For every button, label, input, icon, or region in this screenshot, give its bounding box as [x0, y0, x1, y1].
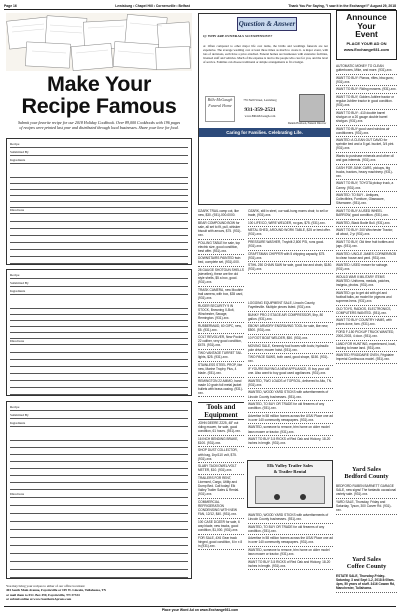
classified-column-3c — [336, 573, 397, 605]
announce-event-ad[interactable] — [336, 10, 397, 60]
question-answer-ad — [198, 13, 331, 205]
recipe-field[interactable]: Recipe — [10, 273, 188, 279]
classified-ad: OLD TOYS, RADIOS, ELECTRONICS, COMPUTERS WANTED. (931)-xxx. — [336, 306, 397, 318]
qa-title: Question & Answer — [237, 17, 297, 31]
classified-ad: WANTED: USED mower for salvage. (931)-xxx. — [336, 262, 397, 274]
qa-answer: A: Often compared to other major life cost items, the births and weddings funerals are not expensive. The average wedding cost at least three times as much to create it. A major event, with lots of decisions, each have a price attached. Funeral homes are businesses with extensive facilities, licensed staff and vehicles. Much of the expense is tied to the people who care for you, and the level of service. Families can choose traditional or simple arrangements to fit a budget. — [203, 44, 328, 64]
classified-ad: WANTED, TWO LOADS of TOPSOIL, delivered to Alto, TN. (931)-xxx. — [248, 378, 333, 390]
classified-ad: CRAFTSMAN CHIPPER with 5 chipping capacity, $75. (931)-xxx. — [248, 251, 333, 263]
classified-ad: PRESSURE WASHER, Troybilt 2,800 PSI, runs good. (931)-xxx. — [248, 239, 333, 251]
recipe-headline-line2: Recipe Famous — [21, 94, 177, 118]
recipe-headline-line1: Make Your — [46, 72, 152, 96]
classified-ad: 100 CASE DOZER for sale, 6 way blade, new tracks, good condition, $1,000. (931)-xxx. — [198, 519, 244, 535]
classified-ad: WANTED, TO BUY OR TRADE for old firearms of any condition. (931)-xxx. — [248, 401, 333, 413]
classified-ad: BUNKY PRO 2 STAGE AIR COMPRESSOR, 5hp, 80 gallon. (931)-xxx. — [248, 312, 333, 324]
classified-ad: POLLING TABLE for sale, top electric size, good condition, best offer. (931)-xxx. — [198, 240, 244, 256]
classified-column-3b — [336, 483, 397, 553]
classified-ad: WANT TO BUY, TOYOTA pickup truck, a Camry. (931)-xxx. — [336, 180, 397, 192]
ingredients-field[interactable]: Ingredients — [10, 158, 188, 164]
classified-ad: WANT TO BUY, Old time fruit bottles and jugs. (931)-xxx. — [336, 239, 397, 251]
classified-ad: COLT REVOLVER, New Pocket 22 caliber, very good condition, $475. (931)-xxx. — [198, 334, 244, 350]
classified-ad: LAND FOR HUNTING, experienced, local, looking to lease land. (931)-xxx. — [336, 341, 397, 353]
funeral-home-logo: Bills-McGaugh Funeral Home — [205, 96, 235, 122]
submission-line: You may bring your recipes to either of our office locations: — [6, 584, 86, 588]
header-tagline: Thank You For Saying, "I saw it in the Exchange!!" August 29, 2018 — [288, 4, 396, 8]
announce-line: Announce — [346, 12, 387, 22]
recipe-cards-illustration — [6, 13, 192, 71]
classified-ad: WANTED, WOOD YARD STICKS with advertisements of Lincoln County businesses. (931)-xxx. — [248, 512, 333, 524]
classified-ad: WANTED: UNCLE JAMES CORNER/BOB to clean house and yard. (931)-xxx. — [336, 251, 397, 263]
trailer-subtitle: & Trailer Rental — [273, 468, 307, 474]
classified-ad: Advertise in 58 million homes across the USA! Place one ad in over 140 community newspapers. (931)-xxx. — [248, 535, 333, 547]
classified-ad: IF YOU'RE BUYING A NEW APPLIANCE, I'll buy your old one. Also want to buy good used appliances. (931)-xxx. — [248, 366, 333, 378]
classified-ad: WANT TO BUY, Golden Jubilee tractor or regular Jubilee tractor in good condition. (931)-xxx. — [336, 94, 397, 110]
directions-field[interactable]: Directions — [10, 208, 188, 214]
classified-ad: DOWNSTAIRS PAINTED twin bed, complete set, (931)-000. — [198, 255, 244, 267]
classified-ad: 10 FOOT BOAT WELDER, $50. (931)-xxx. — [248, 335, 333, 343]
qa-address: 755 Nelll Street, Lewisburg — [243, 98, 277, 102]
classified-ad: WANTED: A CLEAN OUT DAVID for sprinkle bed and a 5 gal. bucket, 3/4 pint. (931)-xxx. — [336, 137, 397, 153]
classified-ad: WANT TO BUY: .410 double barrel shotgun or a 20 gauge double barrel shotgun. (931)-xxx. — [336, 110, 397, 126]
classified-column-1b — [198, 420, 244, 605]
recipe-form-3[interactable] — [6, 401, 192, 579]
recipe-field[interactable]: Recipe — [10, 142, 188, 148]
announce-line: Event — [355, 29, 378, 39]
classified-ad: WANTED, Black Bodie Bull. (931)-xxx. — [336, 220, 397, 228]
classified-ad: REMINGTON 22 AMMO, hand made 10 grain full metal jacket bullets with brass casing. (931)-xxx. — [198, 378, 244, 398]
classified-ad: RUGER SECURITY 9 IN STOCK, Browning X-Bolt, Winchester, Savage, Remington. (931)-xxx. — [198, 303, 244, 323]
classified-ad: MOVING SALE, Kennedy tool boxes with tools; hydraulic pole driver; mower hoist. (931)-xxx. — [248, 343, 333, 355]
yard-sales-coffee-heading — [336, 556, 397, 570]
classified-ad: WANTED, TO BUY OR TRADE for old firearms of any condition. (931)-xxx. — [248, 524, 333, 536]
classified-ad: RUBBERMAID, 60 GIPC, new, $5. (931)-xxx. — [198, 323, 244, 335]
trailer-sales-ad — [247, 460, 333, 508]
recipe-submission-info — [6, 584, 192, 601]
classified-ad: WOULD WAR II MILITARY ITEMS WANTED: Uniforms, medals, patches, insignia, photos. (931)-xxx. — [336, 274, 397, 290]
recipe-form-2[interactable] — [6, 269, 192, 396]
classified-ad: BEDFORD RUBEN BARNETT GARAGE SALE, new signs! The fantastic occasional variety sale. (931)-xxx. — [336, 483, 397, 499]
classified-ad: WANT TO BUY 3-5 RICKS of Red Oak and Hickory, 18-20 inches in length. (931)-xxx. — [248, 436, 333, 448]
classified-column-2b — [248, 300, 333, 456]
classified-ad: 28 GAUGE SHOTGUN SHELLS (stevelles), these are the old style shells, $5 a box, good. (931)-xxx. — [198, 267, 244, 287]
page-number: Page 16 — [4, 4, 17, 8]
qa-website[interactable]: www.BillsMcGaugh.com — [244, 114, 276, 118]
classified-ad: WANT TO BUY: 200 Winchester Tractor, all about, 2 yr (931)-xxx. — [336, 227, 397, 239]
submission-line: or submit online at www.SouthernAprons.com — [6, 596, 72, 601]
director-photo — [299, 94, 325, 122]
classified-ad: FORD F-150 PICKUP TRUCK WANTED, 2000-2003, 4 door. (931)-xxx. — [336, 329, 397, 341]
classified-ad: AUTOMATIC MONEY TO CLEAN gutterboxes, Mike, and more. (931)-xxx. — [336, 63, 397, 75]
classified-ad: WANTED, someone to remove, trim home on older model lawn mower or tractor. (931)-xxx. — [248, 424, 333, 436]
classified-ad: WANT TO BUY 3-5 RICKS of Red Oak and Hickory, 18-20 inches in length. (931)-xxx. — [248, 559, 333, 571]
classified-ad: WANTED: go to get old with girl and football talks, an model for pigeons and supreme-hens. (931)-xxx. — [336, 290, 397, 306]
classified-ad: TRAILERS FOR RENT, Licensed, Cargo, Utility and Dump Bed. Call today! Elk Valley Trailer Sales & Rental. (931)-xxx. — [198, 475, 244, 499]
qa-question: Q: WHY ARE FUNERALS SO EXPENSIVE? — [203, 34, 273, 38]
classified-column-2c — [248, 512, 333, 604]
submission-line: 404 South Main Avenue, Fayetteville or 109 W. Lincoln, Tullahoma, TN — [6, 588, 107, 593]
tools-heading-wrap — [198, 400, 244, 419]
classified-ad: YARD SALE, Thursday, Friday and Saturday, Tyson, 300 Carver Rd. (931)-xxx. — [336, 499, 397, 515]
yard-sales-bedford-heading — [336, 466, 397, 480]
director-name: Dennis Harrison, Funeral Director — [287, 122, 327, 125]
ingredients-field[interactable]: Ingredients — [10, 289, 188, 295]
submission-line: or mail them to P.O. Box 490, Fayetteville, TN 37334 — [6, 592, 80, 597]
recipe-field[interactable]: Recipe — [10, 405, 188, 411]
submitted-by-field[interactable]: Submitted By — [10, 281, 188, 287]
yard-sales-county: Bedford County — [344, 473, 389, 481]
classified-ad: LOGGING EQUIPMENT SALE, Lincoln County, Fayetteville. Multiple pieces listed. (931)-xxx. — [248, 300, 333, 312]
classified-ad: TWO PAGE SAWS, both used, good shape, $150. (931)-xxx. — [248, 354, 333, 366]
classified-ad: STIHL 250 CHAIN SAW for sale, good bar and chain, $180. (931)-xxx. — [248, 262, 333, 274]
classified-ad: ESTATE SALE, Thursday-Friday-Saturday, 3 and Sept 1-2, 2018 8:00am-4pm, 50 years of stuff. 3416 Cowan Rd, Manchester, Tullahoma. — [336, 573, 397, 593]
classified-ad: WANTED, someone to remove, trim home on older model lawn mower or tractor. (931)-xxx. — [248, 547, 333, 559]
directions-field[interactable]: Directions — [10, 492, 188, 498]
classified-ad: Advertise in 58 million homes across the USA! Place one ad in over 140 community newspapers. (931)-xxx. — [248, 413, 333, 425]
qa-phone[interactable]: 931-359-2521 — [244, 107, 276, 113]
classified-ad: OZARK, still in steel, our wall-hung moms chair, to sell or trade, (931)-xxx. — [248, 208, 333, 220]
classified-ad: SLABY TACK/OWEL/VOLT METER, $10. (931)-xxx. — [198, 463, 244, 475]
page-header — [4, 3, 396, 10]
ingredients-field[interactable]: Ingredients — [10, 421, 188, 427]
classified-column-3 — [336, 63, 397, 463]
qa-banner: Caring for Families. Celebrating Life. — [199, 128, 330, 137]
yard-sales-label: Yard Sales — [352, 556, 381, 563]
yard-sales-county: Coffee County — [346, 563, 387, 571]
classified-ad: WANTED, WOOD YARD STICKS with advertisements of Lincoln County businesses. (931)-xxx. — [248, 389, 333, 401]
classified-ad: EBONY ARMORY ENGRAVING TOOL for sale, like new, $500. (931)-xxx. — [248, 323, 333, 335]
yard-sales-label: Yard Sales — [352, 466, 381, 473]
classified-ad: 16 INCH BENDING BRAKE, $100. (931)-xxx. — [198, 436, 244, 448]
classified-ad: WANTED: TO BUY - Antiques, Collectibles, Furniture, Glassware, Silverware. (931)-xxx. — [336, 192, 397, 208]
announce-line: Your — [357, 20, 376, 31]
classified-ad: TRASK CAMERA, new Moultrie trail camera, with box, $35 card, (931)-xxx. — [198, 287, 244, 303]
recipe-headline — [6, 73, 192, 117]
trailer-image — [255, 476, 325, 504]
classified-ad: JOHN DEERE Z225, 48" cut riding mower, for sale, good condition, 61 hours. (931)-xxx. — [198, 420, 244, 436]
announce-site[interactable]: www.Exchange931.com — [343, 46, 390, 52]
classified-ad: DZARK TRAIL camp cot, like new, $30. (931)-000-0000. — [198, 208, 244, 220]
classified-ad: 100 LIFE/CO, WIRE WELDER, no gas, $75. (931)-xxx. — [248, 220, 333, 228]
classified-ad: STAINLESS STEEL PROP, like new, Marine Trophy Plus, 4 blade. (931)-xxx. — [198, 362, 244, 378]
classified-ad: BEAR COMPOUND BOW for sale, all set to fit, pull, whisker biscuit with arrows, $75. (931)-xxx. — [198, 220, 244, 240]
classified-column-2 — [248, 208, 333, 294]
announce-sub: PLACE YOUR AD ON — [346, 40, 387, 46]
classified-ad: WANT TO BUY A USED WHEEL BARROW, good condition. (931)-xxx. — [336, 208, 397, 220]
classified-ad: FOR SALE, 4X6 Gear track hinged, good condition, 6 in x 8 in (931)-xxx. — [198, 535, 244, 551]
classified-ad: METAL SHED, AROUND WORK TABLE, $25 or best offer. (931)-xxx. — [248, 227, 333, 239]
classified-ad: WANTED FRIGIDAIRE OVEN, Frigidaire Imperial Continuous model. (931)-xxx. — [336, 352, 397, 364]
classified-ad: WANT TO BUY good used window air conditioners. (931)-xxx. — [336, 126, 397, 138]
submitted-by-field[interactable]: Submitted By — [10, 150, 188, 156]
classified-ad: WANT TO BUY: Riding mowers. (931)-xxx. — [336, 86, 397, 94]
trailer-title: Elk Valley Trailer Sales — [267, 463, 313, 468]
classified-ad: COMMERCIAL REFRIGERATION CONDENSING WITH NEW FAN, 12/12, $40. (931)-xxx. — [198, 499, 244, 519]
submitted-by-field[interactable]: Submitted By — [10, 413, 188, 419]
classified-ad: CASH FOR JUNK CARS, pickups, big trucks, tractors, heavy machinery. (931)-xxx. — [336, 165, 397, 181]
classified-ad: TWO VANTAGE TURRET TAIL lights, $25. (931)-xxx. — [198, 350, 244, 362]
page-footer[interactable]: Place your Word Ad on www.Exchange931.com — [4, 606, 396, 612]
tools-equipment-heading: Tools and Equipment — [198, 402, 244, 420]
classified-ad: Wants to purchase minerals and other oil and gas interests. (931)-xxx. — [336, 153, 397, 165]
recipe-section — [6, 13, 192, 603]
classified-ad: WANT TO BUY COUNTRY HAMS, with prices done, fam. (931)-xxx. — [336, 317, 397, 329]
paper-names: Lewisburg • Chapel Hill • Cornersville • Belfast — [115, 4, 190, 8]
recipe-form-1[interactable] — [6, 138, 192, 265]
classified-ad: WANT TO BUY: Pianos, rifles, bba guns; (931)-xxx. — [336, 75, 397, 87]
recipe-intro: Submit your favorite recipe for our 2018 Holiday Cookbook. Over 89,000 Cookbooks with 196 pages of recipes were printed last year and distributed through local businesses. Share your love for food. — [17, 120, 181, 131]
classified-ad: SHOP DUST COLLECTOR, with bag, 1hp/110 volt, $75. (931)-xxx. — [198, 447, 244, 463]
directions-field[interactable]: Directions — [10, 339, 188, 345]
